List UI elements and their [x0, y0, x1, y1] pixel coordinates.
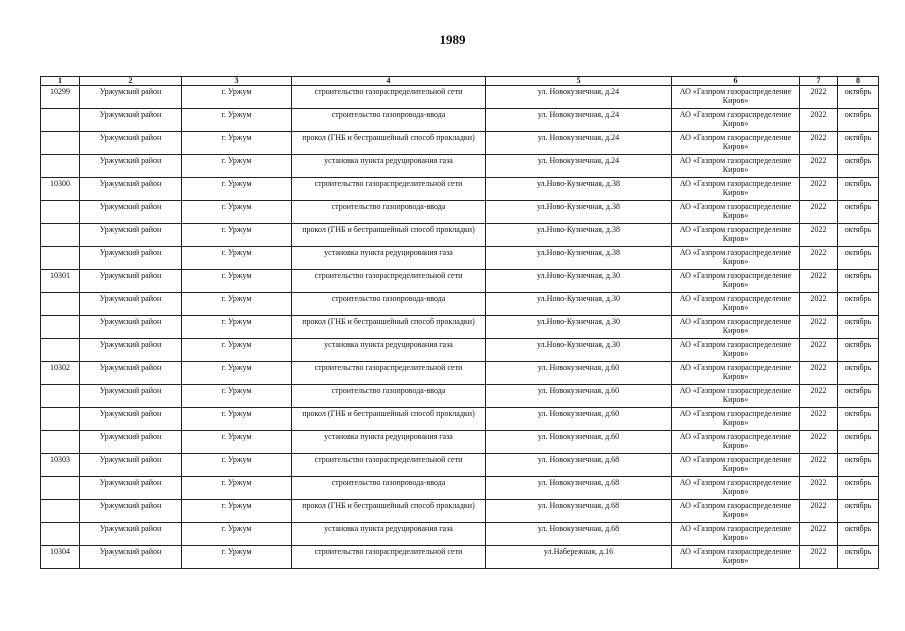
- city-cell: г. Уржум: [182, 500, 292, 523]
- address-cell: ул.Ново-Кузнечная, д.38: [486, 224, 672, 247]
- table-row: [41, 293, 879, 316]
- address-cell: ул.Ново-Кузнечная, д.38: [486, 178, 672, 201]
- month-cell: октябрь: [838, 339, 879, 362]
- address-cell: ул.Ново-Кузнечная, д.38: [486, 201, 672, 224]
- table-row: [41, 316, 879, 339]
- month-cell: октябрь: [838, 155, 879, 178]
- district-cell: Уржумский район: [80, 362, 182, 385]
- record-id-cell: [41, 339, 80, 362]
- district-cell: Уржумский район: [80, 293, 182, 316]
- city-cell: г. Уржум: [182, 270, 292, 293]
- record-id-cell: [41, 408, 80, 431]
- city-cell: г. Уржум: [182, 224, 292, 247]
- district-cell: Уржумский район: [80, 477, 182, 500]
- city-cell: г. Уржум: [182, 477, 292, 500]
- record-id-cell: [41, 477, 80, 500]
- district-cell: Уржумский район: [80, 270, 182, 293]
- record-id-cell: [41, 500, 80, 523]
- city-cell: г. Уржум: [182, 293, 292, 316]
- work-type-cell: прокол (ГНБ и бестраншейный способ прокладки): [292, 132, 486, 155]
- table-row: [41, 201, 879, 224]
- table-row: [41, 109, 879, 132]
- record-id-cell: 10302: [41, 362, 80, 385]
- month-cell: октябрь: [838, 523, 879, 546]
- year-cell: 2022: [800, 224, 838, 247]
- address-cell: ул. Новокузнечная, д.68: [486, 477, 672, 500]
- record-id-cell: [41, 431, 80, 454]
- city-cell: г. Уржум: [182, 431, 292, 454]
- year-cell: 2022: [800, 477, 838, 500]
- address-cell: ул. Новокузнечная, д.68: [486, 454, 672, 477]
- district-cell: Уржумский район: [80, 109, 182, 132]
- work-type-cell: установка пункта редуцирования газа: [292, 155, 486, 178]
- year-cell: 2022: [800, 362, 838, 385]
- year-cell: 2022: [800, 86, 838, 109]
- address-cell: ул. Новокузнечная, д.24: [486, 155, 672, 178]
- table-row: [41, 339, 879, 362]
- year-cell: 2022: [800, 385, 838, 408]
- organization-cell: АО «Газпром газораспределение Киров»: [672, 454, 800, 477]
- district-cell: Уржумский район: [80, 500, 182, 523]
- table-row: [41, 155, 879, 178]
- record-id-cell: [41, 316, 80, 339]
- record-id-cell: 10303: [41, 454, 80, 477]
- table-row: [41, 431, 879, 454]
- district-cell: Уржумский район: [80, 339, 182, 362]
- organization-cell: АО «Газпром газораспределение Киров»: [672, 500, 800, 523]
- city-cell: г. Уржум: [182, 546, 292, 569]
- organization-cell: АО «Газпром газораспределение Киров»: [672, 385, 800, 408]
- month-cell: октябрь: [838, 132, 879, 155]
- month-cell: октябрь: [838, 270, 879, 293]
- year-cell: 2022: [800, 408, 838, 431]
- organization-cell: АО «Газпром газораспределение Киров»: [672, 86, 800, 109]
- organization-cell: АО «Газпром газораспределение Киров»: [672, 523, 800, 546]
- address-cell: ул.Набережная, д.16: [486, 546, 672, 569]
- table-row: [41, 454, 879, 477]
- address-cell: ул. Новокузнечная, д.68: [486, 523, 672, 546]
- organization-cell: АО «Газпром газораспределение Киров»: [672, 431, 800, 454]
- page-number: 1989: [439, 32, 466, 47]
- month-cell: октябрь: [838, 385, 879, 408]
- record-id-cell: 10300: [41, 178, 80, 201]
- table-row: [41, 247, 879, 270]
- district-cell: Уржумский район: [80, 86, 182, 109]
- work-type-cell: строительство газораспределительной сети: [292, 362, 486, 385]
- organization-cell: АО «Газпром газораспределение Киров»: [672, 201, 800, 224]
- year-cell: 2022: [800, 270, 838, 293]
- organization-cell: АО «Газпром газораспределение Киров»: [672, 270, 800, 293]
- district-cell: Уржумский район: [80, 546, 182, 569]
- address-cell: ул. Новокузнечная, д.24: [486, 109, 672, 132]
- city-cell: г. Уржум: [182, 523, 292, 546]
- city-cell: г. Уржум: [182, 178, 292, 201]
- address-cell: ул.Ново-Кузнечная, д.30: [486, 316, 672, 339]
- month-cell: октябрь: [838, 109, 879, 132]
- record-id-cell: [41, 247, 80, 270]
- address-cell: ул. Новокузнечная, д.68: [486, 500, 672, 523]
- month-cell: октябрь: [838, 247, 879, 270]
- district-cell: Уржумский район: [80, 431, 182, 454]
- year-cell: 2022: [800, 339, 838, 362]
- district-cell: Уржумский район: [80, 385, 182, 408]
- city-cell: г. Уржум: [182, 247, 292, 270]
- record-id-cell: [41, 109, 80, 132]
- work-type-cell: прокол (ГНБ и бестраншейный способ прокладки): [292, 316, 486, 339]
- year-cell: 2022: [800, 500, 838, 523]
- month-cell: октябрь: [838, 201, 879, 224]
- table-row: [41, 523, 879, 546]
- record-id-cell: [41, 201, 80, 224]
- address-cell: ул.Ново-Кузнечная, д.38: [486, 247, 672, 270]
- table-row: [41, 178, 879, 201]
- district-cell: Уржумский район: [80, 247, 182, 270]
- district-cell: Уржумский район: [80, 454, 182, 477]
- district-cell: Уржумский район: [80, 316, 182, 339]
- table-row: [41, 546, 879, 569]
- record-id-cell: [41, 155, 80, 178]
- column-header: 3: [182, 77, 292, 86]
- work-type-cell: установка пункта редуцирования газа: [292, 431, 486, 454]
- year-cell: 2022: [800, 431, 838, 454]
- month-cell: октябрь: [838, 224, 879, 247]
- month-cell: октябрь: [838, 454, 879, 477]
- organization-cell: АО «Газпром газораспределение Киров»: [672, 109, 800, 132]
- work-type-cell: строительство газопровода-ввода: [292, 385, 486, 408]
- organization-cell: АО «Газпром газораспределение Киров»: [672, 247, 800, 270]
- table-header-row: [41, 77, 879, 86]
- address-cell: ул. Новокузнечная, д.60: [486, 431, 672, 454]
- city-cell: г. Уржум: [182, 339, 292, 362]
- organization-cell: АО «Газпром газораспределение Киров»: [672, 155, 800, 178]
- month-cell: октябрь: [838, 431, 879, 454]
- organization-cell: АО «Газпром газораспределение Киров»: [672, 132, 800, 155]
- work-type-cell: строительство газопровода-ввода: [292, 293, 486, 316]
- district-cell: Уржумский район: [80, 523, 182, 546]
- city-cell: г. Уржум: [182, 155, 292, 178]
- city-cell: г. Уржум: [182, 362, 292, 385]
- organization-cell: АО «Газпром газораспределение Киров»: [672, 546, 800, 569]
- city-cell: г. Уржум: [182, 201, 292, 224]
- organization-cell: АО «Газпром газораспределение Киров»: [672, 224, 800, 247]
- work-type-cell: строительство газораспределительной сети: [292, 178, 486, 201]
- work-type-cell: строительство газораспределительной сети: [292, 270, 486, 293]
- table-row: [41, 86, 879, 109]
- table-row: [41, 477, 879, 500]
- district-cell: Уржумский район: [80, 408, 182, 431]
- column-header: 8: [838, 77, 879, 86]
- column-header: 2: [80, 77, 182, 86]
- district-cell: Уржумский район: [80, 178, 182, 201]
- column-header: 6: [672, 77, 800, 86]
- month-cell: октябрь: [838, 362, 879, 385]
- record-id-cell: 10299: [41, 86, 80, 109]
- address-cell: ул.Ново-Кузнечная, д.30: [486, 339, 672, 362]
- work-type-cell: установка пункта редуцирования газа: [292, 523, 486, 546]
- organization-cell: АО «Газпром газораспределение Киров»: [672, 178, 800, 201]
- year-cell: 2022: [800, 546, 838, 569]
- address-cell: ул.Ново-Кузнечная, д.30: [486, 293, 672, 316]
- work-type-cell: установка пункта редуцирования газа: [292, 247, 486, 270]
- table-row: [41, 132, 879, 155]
- address-cell: ул. Новокузнечная, д.60: [486, 362, 672, 385]
- table-row: [41, 362, 879, 385]
- district-cell: Уржумский район: [80, 132, 182, 155]
- table-body: [41, 86, 879, 569]
- work-type-cell: строительство газораспределительной сети: [292, 86, 486, 109]
- organization-cell: АО «Газпром газораспределение Киров»: [672, 339, 800, 362]
- column-header: 1: [41, 77, 80, 86]
- city-cell: г. Уржум: [182, 109, 292, 132]
- year-cell: 2022: [800, 132, 838, 155]
- district-cell: Уржумский район: [80, 224, 182, 247]
- month-cell: октябрь: [838, 293, 879, 316]
- record-id-cell: 10301: [41, 270, 80, 293]
- table-row: [41, 500, 879, 523]
- address-cell: ул. Новокузнечная, д.24: [486, 132, 672, 155]
- table-row: [41, 408, 879, 431]
- year-cell: 2022: [800, 247, 838, 270]
- year-cell: 2022: [800, 155, 838, 178]
- record-id-cell: 10304: [41, 546, 80, 569]
- document-table: [40, 76, 879, 569]
- work-type-cell: установка пункта редуцирования газа: [292, 339, 486, 362]
- month-cell: октябрь: [838, 408, 879, 431]
- work-type-cell: строительство газораспределительной сети: [292, 454, 486, 477]
- record-id-cell: [41, 132, 80, 155]
- district-cell: Уржумский район: [80, 201, 182, 224]
- city-cell: г. Уржум: [182, 132, 292, 155]
- city-cell: г. Уржум: [182, 86, 292, 109]
- work-type-cell: прокол (ГНБ и бестраншейный способ прокладки): [292, 224, 486, 247]
- month-cell: октябрь: [838, 178, 879, 201]
- month-cell: октябрь: [838, 546, 879, 569]
- table-row: [41, 224, 879, 247]
- year-cell: 2022: [800, 454, 838, 477]
- address-cell: ул. Новокузнечная, д.60: [486, 385, 672, 408]
- city-cell: г. Уржум: [182, 408, 292, 431]
- district-cell: Уржумский район: [80, 155, 182, 178]
- record-id-cell: [41, 293, 80, 316]
- table-row: [41, 270, 879, 293]
- work-type-cell: строительство газораспределительной сети: [292, 546, 486, 569]
- year-cell: 2022: [800, 316, 838, 339]
- table-row: [41, 385, 879, 408]
- work-type-cell: прокол (ГНБ и бестраншейный способ прокладки): [292, 408, 486, 431]
- record-id-cell: [41, 523, 80, 546]
- month-cell: октябрь: [838, 477, 879, 500]
- address-cell: ул. Новокузнечная, д.60: [486, 408, 672, 431]
- address-cell: ул.Ново-Кузнечная, д.30: [486, 270, 672, 293]
- organization-cell: АО «Газпром газораспределение Киров»: [672, 316, 800, 339]
- city-cell: г. Уржум: [182, 454, 292, 477]
- work-type-cell: строительство газопровода-ввода: [292, 477, 486, 500]
- month-cell: октябрь: [838, 316, 879, 339]
- city-cell: г. Уржум: [182, 385, 292, 408]
- column-header: 4: [292, 77, 486, 86]
- column-header: 5: [486, 77, 672, 86]
- organization-cell: АО «Газпром газораспределение Киров»: [672, 362, 800, 385]
- year-cell: 2022: [800, 201, 838, 224]
- year-cell: 2022: [800, 523, 838, 546]
- work-type-cell: прокол (ГНБ и бестраншейный способ прокладки): [292, 500, 486, 523]
- record-id-cell: [41, 385, 80, 408]
- address-cell: ул. Новокузнечная, д.24: [486, 86, 672, 109]
- year-cell: 2022: [800, 109, 838, 132]
- city-cell: г. Уржум: [182, 316, 292, 339]
- record-id-cell: [41, 224, 80, 247]
- organization-cell: АО «Газпром газораспределение Киров»: [672, 408, 800, 431]
- work-type-cell: строительство газопровода-ввода: [292, 201, 486, 224]
- work-type-cell: строительство газопровода-ввода: [292, 109, 486, 132]
- month-cell: октябрь: [838, 86, 879, 109]
- column-header: 7: [800, 77, 838, 86]
- organization-cell: АО «Газпром газораспределение Киров»: [672, 477, 800, 500]
- year-cell: 2022: [800, 178, 838, 201]
- month-cell: октябрь: [838, 500, 879, 523]
- organization-cell: АО «Газпром газораспределение Киров»: [672, 293, 800, 316]
- year-cell: 2022: [800, 293, 838, 316]
